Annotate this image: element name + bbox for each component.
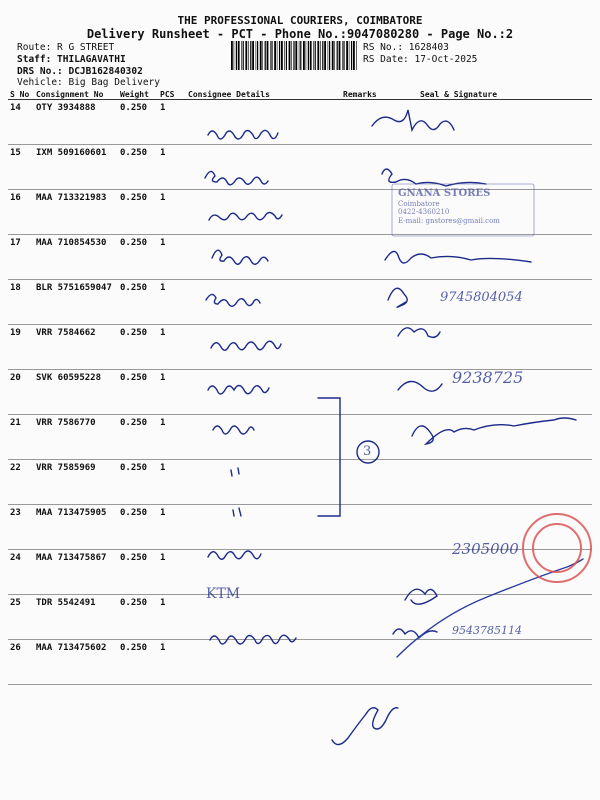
barcode-bar bbox=[248, 41, 249, 70]
row-weight: 0.250 bbox=[118, 460, 158, 505]
table-header-row bbox=[8, 89, 592, 100]
row-consignee bbox=[186, 460, 341, 505]
row-pcs: 1 bbox=[158, 415, 186, 460]
handwritten-number: 2305000 bbox=[452, 540, 519, 558]
signature-bottom bbox=[332, 708, 398, 745]
barcode-bar bbox=[256, 41, 257, 70]
row-consignee bbox=[186, 235, 341, 280]
row-weight: 0.250 bbox=[118, 325, 158, 370]
barcode-bar bbox=[337, 41, 338, 70]
row-remarks bbox=[341, 640, 398, 685]
barcode-bar bbox=[271, 41, 272, 70]
barcode-bar bbox=[308, 41, 309, 70]
row-signature bbox=[398, 415, 592, 460]
row-weight: 0.250 bbox=[118, 370, 158, 415]
barcode-bar bbox=[281, 41, 283, 70]
barcode-bar bbox=[257, 41, 258, 70]
row-sno: 17 bbox=[8, 235, 34, 280]
shop-stamp-text bbox=[398, 188, 500, 225]
col-sno: S No bbox=[8, 89, 34, 100]
barcode-bar bbox=[320, 41, 321, 70]
row-remarks bbox=[341, 460, 398, 505]
barcode-bar bbox=[293, 41, 294, 70]
barcode-bar bbox=[270, 41, 271, 70]
barcode-bar bbox=[346, 41, 348, 70]
col-consignment: Consignment No bbox=[34, 89, 118, 100]
row-sno: 21 bbox=[8, 415, 34, 460]
row-consignment: MAA 713475867 bbox=[34, 550, 118, 595]
row-consignment: MAA 713321983 bbox=[34, 190, 118, 235]
stamp-phone: 0422-4360210 bbox=[398, 208, 450, 217]
barcode-bar bbox=[329, 41, 330, 70]
row-pcs: 1 bbox=[158, 640, 186, 685]
row-remarks bbox=[341, 235, 398, 280]
barcode-bar bbox=[291, 41, 292, 70]
barcode-bar bbox=[260, 41, 262, 70]
barcode-bar bbox=[356, 41, 357, 70]
row-weight: 0.250 bbox=[118, 190, 158, 235]
barcode-bar bbox=[322, 41, 323, 70]
row-sno: 24 bbox=[8, 550, 34, 595]
row-remarks bbox=[341, 505, 398, 550]
row-weight: 0.250 bbox=[118, 100, 158, 145]
row-consignee bbox=[186, 505, 341, 550]
row-consignment: BLR 5751659047 bbox=[34, 280, 118, 325]
row-weight: 0.250 bbox=[118, 280, 158, 325]
col-remarks: Remarks bbox=[341, 89, 398, 100]
barcode-bar bbox=[231, 41, 233, 70]
col-pcs: PCS bbox=[158, 89, 186, 100]
row-consignee bbox=[186, 190, 341, 235]
barcode-bar bbox=[300, 41, 301, 70]
row-weight: 0.250 bbox=[118, 640, 158, 685]
rs-date: RS Date: 17-Oct-2025 bbox=[363, 54, 478, 65]
row-sno: 16 bbox=[8, 190, 34, 235]
row-sno: 22 bbox=[8, 460, 34, 505]
barcode-bar bbox=[324, 41, 326, 70]
row-signature bbox=[398, 640, 592, 685]
handwritten-phone: 9745804054 bbox=[440, 290, 523, 305]
row-consignment: TDR 5542491 bbox=[34, 595, 118, 640]
stamp-email: E-mail: gnstores@gmail.com bbox=[398, 216, 500, 225]
barcode-bar bbox=[310, 41, 312, 70]
row-signature bbox=[398, 145, 592, 190]
row-signature bbox=[398, 325, 592, 370]
barcode-bar bbox=[274, 41, 276, 70]
table-row bbox=[8, 325, 592, 370]
barcode-bar bbox=[245, 41, 247, 70]
runsheet-subtitle: Delivery Runsheet - PCT - Phone No.:9047080280 - Page No.:2 bbox=[86, 27, 514, 41]
barcode-bar bbox=[295, 41, 297, 70]
row-remarks bbox=[341, 325, 398, 370]
row-consignee bbox=[186, 145, 341, 190]
barcode-bar bbox=[349, 41, 350, 70]
handwritten-phone: 9543785114 bbox=[452, 624, 522, 637]
count-circle-label: 3 bbox=[363, 444, 372, 459]
row-pcs: 1 bbox=[158, 100, 186, 145]
table-row bbox=[8, 460, 592, 505]
barcode-bar bbox=[315, 41, 316, 70]
row-signature bbox=[398, 460, 592, 505]
barcode-bar bbox=[279, 41, 280, 70]
row-pcs: 1 bbox=[158, 190, 186, 235]
company-title: THE PROFESSIONAL COURIERS, COIMBATORE bbox=[177, 14, 423, 27]
row-sno: 23 bbox=[8, 505, 34, 550]
row-consignment: MAA 713475602 bbox=[34, 640, 118, 685]
row-consignee bbox=[186, 370, 341, 415]
handwritten-phone: 9238725 bbox=[452, 368, 524, 387]
row-sno: 19 bbox=[8, 325, 34, 370]
barcode-bar bbox=[234, 41, 235, 70]
table-row bbox=[8, 145, 592, 190]
row-pcs: 1 bbox=[158, 235, 186, 280]
barcode-bar bbox=[289, 41, 291, 70]
table-row bbox=[8, 190, 592, 235]
barcode-bar bbox=[334, 41, 335, 70]
barcode-bar bbox=[265, 41, 266, 70]
handwritten-ktm: KTM bbox=[206, 586, 241, 602]
row-consignment: VRR 7586770 bbox=[34, 415, 118, 460]
row-pcs: 1 bbox=[158, 145, 186, 190]
row-sno: 18 bbox=[8, 280, 34, 325]
row-pcs: 1 bbox=[158, 325, 186, 370]
barcode-bar bbox=[299, 41, 300, 70]
row-sno: 25 bbox=[8, 595, 34, 640]
row-consignment: VRR 7584662 bbox=[34, 325, 118, 370]
row-signature bbox=[398, 235, 592, 280]
row-remarks bbox=[341, 280, 398, 325]
row-weight: 0.250 bbox=[118, 550, 158, 595]
barcode-bar bbox=[267, 41, 269, 70]
row-weight: 0.250 bbox=[118, 505, 158, 550]
row-weight: 0.250 bbox=[118, 415, 158, 460]
col-signature: Seal & Signature bbox=[398, 89, 592, 100]
table-row bbox=[8, 100, 592, 145]
stamp-shop-name: GNANA STORES bbox=[398, 188, 491, 199]
barcode-bar bbox=[236, 41, 237, 70]
row-consignment: MAA 710854530 bbox=[34, 235, 118, 280]
row-sno: 14 bbox=[8, 100, 34, 145]
barcode-bar bbox=[353, 41, 355, 70]
col-consignee: Consignee Details bbox=[186, 89, 341, 100]
table-row bbox=[8, 415, 592, 460]
barcode-image bbox=[231, 41, 359, 70]
barcode-bar bbox=[286, 41, 287, 70]
row-consignee bbox=[186, 415, 341, 460]
barcode-bar bbox=[238, 41, 240, 70]
row-pcs: 1 bbox=[158, 505, 186, 550]
row-sno: 26 bbox=[8, 640, 34, 685]
row-pcs: 1 bbox=[158, 370, 186, 415]
row-consignment: IXM 509160601 bbox=[34, 145, 118, 190]
row-weight: 0.250 bbox=[118, 595, 158, 640]
row-pcs: 1 bbox=[158, 550, 186, 595]
barcode-bar bbox=[277, 41, 278, 70]
route-label: Route: R G STREET bbox=[17, 42, 115, 53]
row-consignee bbox=[186, 325, 341, 370]
row-remarks bbox=[341, 370, 398, 415]
barcode-bar bbox=[306, 41, 307, 70]
vehicle-label: Vehicle: Big Bag Delivery bbox=[17, 77, 160, 88]
row-consignment: VRR 7585969 bbox=[34, 460, 118, 505]
row-consignment: OTY 3934888 bbox=[34, 100, 118, 145]
barcode-bar bbox=[284, 41, 285, 70]
barcode-bar bbox=[351, 41, 352, 70]
barcode-bar bbox=[332, 41, 334, 70]
row-consignment: MAA 713475905 bbox=[34, 505, 118, 550]
barcode-bar bbox=[313, 41, 314, 70]
barcode-bar bbox=[303, 41, 305, 70]
barcode-bar bbox=[262, 41, 263, 70]
row-consignment: SVK 60595228 bbox=[34, 370, 118, 415]
row-remarks bbox=[341, 145, 398, 190]
row-pcs: 1 bbox=[158, 280, 186, 325]
barcode-bar bbox=[241, 41, 242, 70]
table-row bbox=[8, 235, 592, 280]
row-weight: 0.250 bbox=[118, 145, 158, 190]
stamp-city: Coimbatore bbox=[398, 200, 440, 208]
rs-number: RS No.: 1628403 bbox=[363, 42, 449, 53]
row-remarks bbox=[341, 190, 398, 235]
barcode-bar bbox=[243, 41, 244, 70]
barcode-bar bbox=[252, 41, 254, 70]
row-remarks bbox=[341, 595, 398, 640]
row-sno: 20 bbox=[8, 370, 34, 415]
barcode-bar bbox=[339, 41, 341, 70]
col-weight: Weight bbox=[118, 89, 158, 100]
staff-label: Staff: THILAGAVATHI bbox=[17, 54, 126, 65]
row-signature bbox=[398, 100, 592, 145]
row-consignee bbox=[186, 100, 341, 145]
barcode-bar bbox=[343, 41, 344, 70]
row-weight: 0.250 bbox=[118, 235, 158, 280]
row-consignee bbox=[186, 280, 341, 325]
row-pcs: 1 bbox=[158, 460, 186, 505]
table-row bbox=[8, 640, 592, 685]
drs-number: DRS No.: DCJB162840302 bbox=[17, 66, 143, 77]
row-pcs: 1 bbox=[158, 595, 186, 640]
row-sno: 15 bbox=[8, 145, 34, 190]
row-consignee bbox=[186, 640, 341, 685]
barcode-bar bbox=[317, 41, 319, 70]
barcode-bar bbox=[250, 41, 251, 70]
barcode-bar bbox=[328, 41, 329, 70]
barcode-bar bbox=[342, 41, 343, 70]
row-remarks bbox=[341, 100, 398, 145]
row-remarks bbox=[341, 550, 398, 595]
